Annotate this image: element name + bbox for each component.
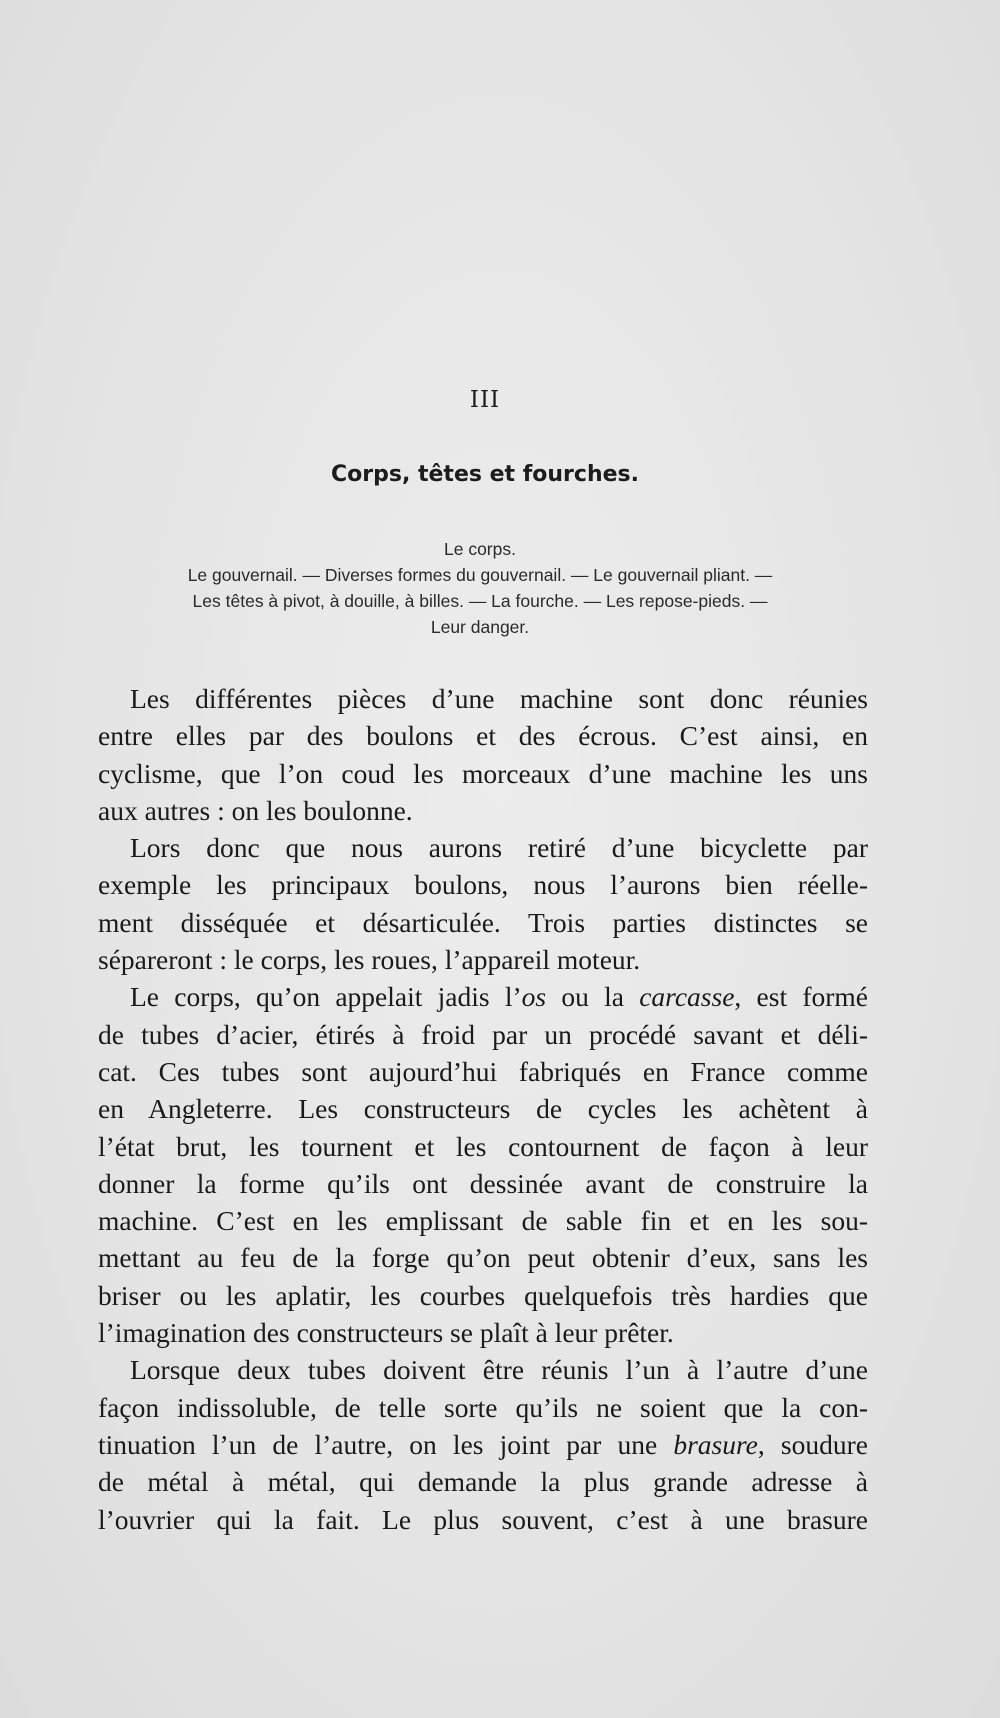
summary-line: Le corps. [444, 539, 516, 559]
summary-line: Le gouvernail. — Diverses formes du gouvernail. — Le gouvernail pliant. — [187, 565, 773, 585]
text-line: de tubes d’acier, étirés à froid par un procédé savant et déli- [98, 1018, 868, 1050]
summary-line: Les têtes à pivot, à douille, à billes. — La fourche. — Les repose-pieds. — [192, 591, 768, 611]
text-span: , est formé [734, 981, 868, 1013]
italic-term-carcasse: carcasse [639, 981, 735, 1013]
text-line: l’état brut, les tournent et les contournent de façon à leur [98, 1130, 868, 1162]
italic-term-brasure: brasure [673, 1428, 758, 1460]
text-line: de métal à métal, qui demande la plus grande adresse à [98, 1466, 868, 1498]
text-line: mettant au feu de la forge qu’on peut obtenir d’eux, sans les [98, 1242, 868, 1274]
text-line: entre elles par des boulons et des écrous. C’est ainsi, en [98, 720, 868, 752]
text-line: exemple les principaux boulons, nous l’aurons bien réelle- [98, 869, 868, 901]
italic-term-os: os [521, 981, 547, 1013]
text-span: ou la [546, 981, 640, 1013]
text-line: l’ouvrier qui la fait. Le plus souvent, c’est à une brasure [98, 1503, 868, 1535]
chapter-summary [120, 536, 840, 640]
text-span: , soudure [757, 1428, 868, 1460]
text-line: Lorsque deux tubes doivent être réunis l’un à l’autre d’une [130, 1354, 868, 1386]
text-line: donner la forme qu’ils ont dessinée avant de construire la [98, 1167, 868, 1199]
text-line: façon indissoluble, de telle sorte qu’ils ne soient que la con- [98, 1391, 868, 1423]
text-line: en Angleterre. Les constructeurs de cycles les achètent à [98, 1093, 868, 1125]
text-line: Les différentes pièces d’une machine sont donc réunies [130, 683, 868, 714]
text-line: briser ou les aplatir, les courbes quelquefois très hardies que [98, 1279, 868, 1311]
text-line: ment disséquée et désarticulée. Trois parties distinctes se [98, 906, 868, 938]
text-line: l’imagination des constructeurs se plaît à leur prêter. [98, 1317, 674, 1349]
text-line: cyclisme, que l’on coud les morceaux d’une machine les uns [98, 757, 868, 789]
text-line: sépareront : le corps, les roues, l’appareil moteur. [98, 944, 641, 976]
chapter-number: III [469, 387, 501, 413]
text-line [98, 1426, 868, 1463]
text-line [98, 978, 868, 1015]
text-line: machine. C’est en les emplissant de sable fin et en les sou- [98, 1205, 868, 1237]
chapter-title: Corps, têtes et fourches. [331, 462, 639, 487]
text-span: Le corps, qu’on appelait jadis l’ [130, 981, 522, 1013]
body-text [98, 680, 868, 1538]
summary-line: Leur danger. [430, 617, 530, 637]
text-line: Lors donc que nous aurons retiré d’une bicyclette par [130, 832, 868, 864]
text-line: aux autres : on les boulonne. [98, 794, 413, 826]
text-line: cat. Ces tubes sont aujourd’hui fabriqués en France comme [98, 1055, 868, 1087]
text-span: tinuation l’un de l’autre, on les joint par une [98, 1428, 674, 1460]
